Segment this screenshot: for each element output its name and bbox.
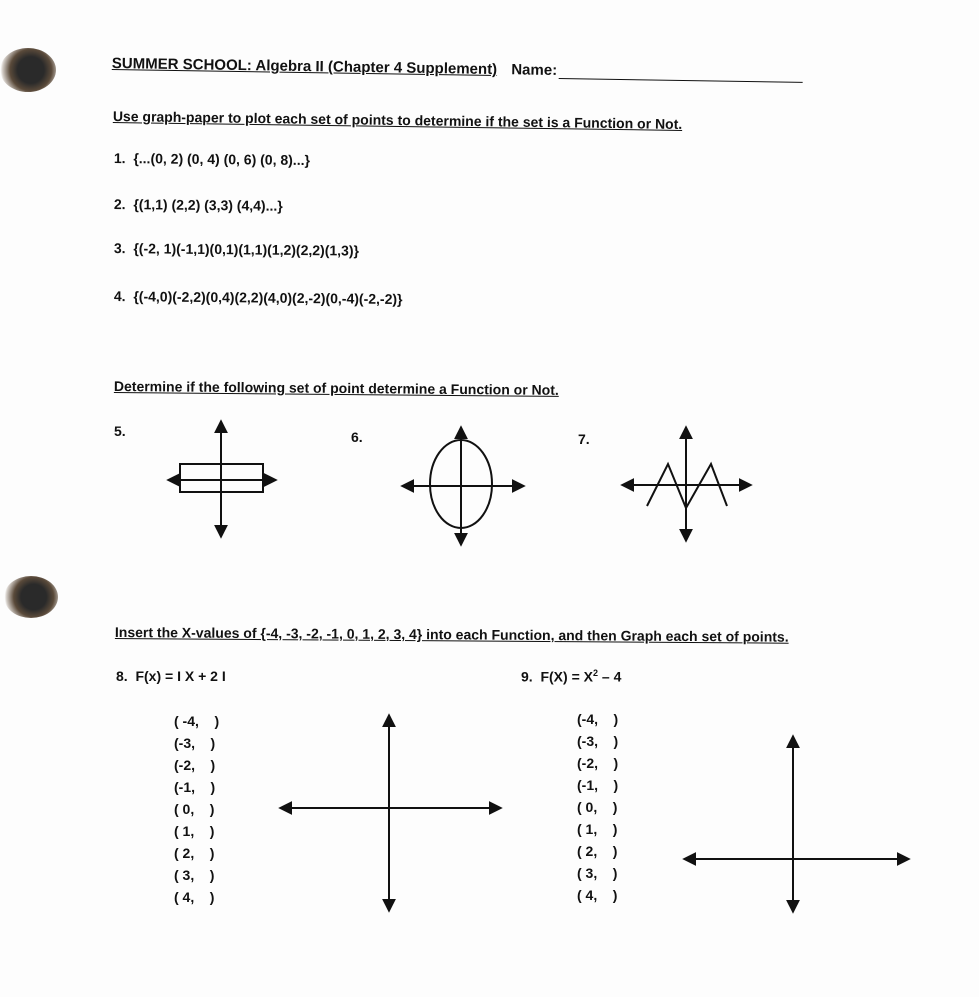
graph-6-number: 6. <box>351 429 363 445</box>
problem-1 <box>114 150 310 168</box>
binder-hole-middle <box>4 576 58 618</box>
pair-entry[interactable]: (-2, ) <box>577 755 619 771</box>
function-expression: F(x) = I X + 2 I <box>135 668 226 684</box>
pair-entry[interactable]: (-2, ) <box>174 757 216 773</box>
pair-entry[interactable]: ( -4, ) <box>174 713 220 729</box>
pair-entry[interactable]: ( 0, ) <box>577 799 618 815</box>
problem-8-pairs <box>174 710 219 908</box>
problem-text: {(-2, 1)(-1,1)(0,1)(1,1)(1,2)(2,2)(1,3)} <box>133 240 360 259</box>
pair-entry[interactable]: ( 3, ) <box>174 867 215 883</box>
problem-9-label <box>521 668 621 685</box>
problem-text: {(-4,0)(-2,2)(0,4)(2,2)(4,0)(2,-2)(0,-4)(-2,-2)} <box>133 288 403 308</box>
problem-8-label <box>116 668 226 684</box>
graph-7-zigzag <box>620 424 754 544</box>
pair-entry[interactable]: ( 3, ) <box>577 865 618 881</box>
graph-7-number: 7. <box>578 431 590 447</box>
pair-entry[interactable]: ( 1, ) <box>577 821 618 837</box>
problem-number: 4. <box>113 288 126 305</box>
pair-entry[interactable]: ( 4, ) <box>174 889 215 905</box>
problem-text: {(1,1) (2,2) (3,3) (4,4)...} <box>133 196 283 214</box>
problem-2 <box>114 196 283 214</box>
problem-number: 2. <box>113 196 126 213</box>
pair-entry[interactable]: ( 0, ) <box>174 801 215 817</box>
graph-9-axes <box>682 733 912 915</box>
pair-entry[interactable]: ( 4, ) <box>577 887 618 903</box>
graph-5-number: 5. <box>114 423 126 439</box>
pair-entry[interactable]: (-4, ) <box>577 711 619 727</box>
graph-5-rectangle <box>165 418 280 540</box>
binder-hole-top <box>0 48 56 92</box>
graph-6-ellipse <box>400 424 528 548</box>
name-label: Name: <box>511 61 558 79</box>
function-exponent: 2 <box>592 668 598 678</box>
graph-8-axes <box>278 712 504 914</box>
function-expression: F(X) = X <box>540 668 593 685</box>
name-field[interactable] <box>559 64 803 83</box>
problem-3 <box>114 240 359 259</box>
problem-number: 9. <box>521 668 533 685</box>
section2-instruction: Determine if the following set of point determine a Function or Not. <box>113 378 559 398</box>
worksheet-header <box>112 55 804 83</box>
problem-number: 1. <box>113 150 126 167</box>
problem-number: 3. <box>113 240 126 257</box>
pair-entry[interactable]: (-3, ) <box>174 735 216 751</box>
pair-entry[interactable]: ( 1, ) <box>174 823 215 839</box>
pair-entry[interactable]: (-1, ) <box>174 779 216 795</box>
pair-entry[interactable]: (-3, ) <box>577 733 619 749</box>
pair-entry[interactable]: (-1, ) <box>577 777 619 793</box>
section3-instruction: Insert the X-values of {-4, -3, -2, -1, 0, 1, 2, 3, 4} into each Function, and then Graph each set of points. <box>114 624 789 645</box>
pair-entry[interactable]: ( 2, ) <box>577 843 618 859</box>
problem-9-pairs <box>577 708 618 906</box>
problem-number: 8. <box>116 668 128 684</box>
problem-text: {...(0, 2) (0, 4) (0, 6) (0, 8)...} <box>133 150 311 169</box>
pair-entry[interactable]: ( 2, ) <box>174 845 215 861</box>
page-title: SUMMER SCHOOL: Algebra II (Chapter 4 Supplement) <box>111 55 498 79</box>
function-suffix: – 4 <box>598 668 622 685</box>
problem-4 <box>114 288 403 307</box>
section1-instruction: Use graph-paper to plot each set of points to determine if the set is a Function or Not. <box>112 108 683 132</box>
